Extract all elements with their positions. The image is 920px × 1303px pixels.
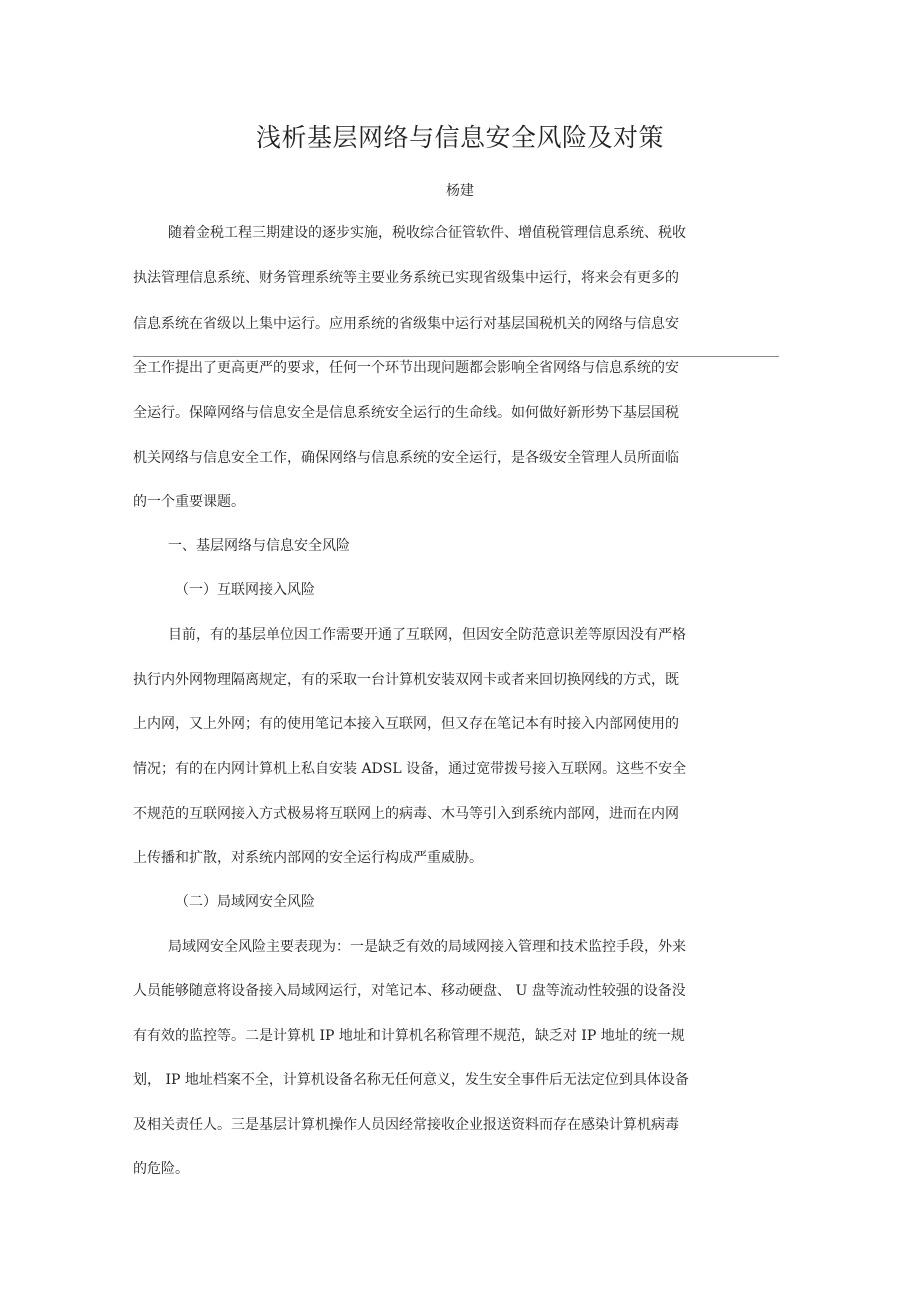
paragraph-line: 全工作提出了更高更严的要求，任何一个环节出现问题都会影响全省网络与信息系统的安 — [133, 360, 679, 376]
paragraph-line: 上内网，又上外网；有的使用笔记本接入互联网，但又存在笔记本有时接入内部网使用的 — [133, 716, 679, 732]
paragraph-line: 信息系统在省级以上集中运行。应用系统的省级集中运行对基层国税机关的网络与信息安 — [133, 316, 679, 332]
paragraph-line: 目前，有的基层单位因工作需要开通了互联网，但因安全防范意识差等原因没有严格 — [168, 627, 686, 643]
paragraph-line: 有有效的监控等。二是计算机 IP 地址和计算机名称管理不规范，缺乏对 IP 地址的统一规 — [133, 1028, 685, 1044]
document-title: 浅析基层网络与信息安全风险及对策 — [255, 123, 664, 152]
paragraph-line: 局域网安全风险主要表现为：一是缺乏有效的局域网接入管理和技术监控手段，外来 — [168, 939, 686, 955]
paragraph-line: 情况；有的在内网计算机上私自安装 ADSL 设备，通过宽带拨号接入互联网。这些不安全 — [133, 761, 687, 777]
paragraph-line: 的一个重要课题。 — [133, 494, 245, 510]
subsection-heading: （二）局域网安全风险 — [175, 894, 315, 910]
subsection-heading: （一）互联网接入风险 — [175, 582, 315, 598]
paragraph-line: 上传播和扩散，对系统内部网的安全运行构成严重威胁。 — [133, 850, 483, 866]
paragraph-line: 及相关责任人。三是基层计算机操作人员因经常接收企业报送资料而存在感染计算机病毒 — [133, 1117, 679, 1133]
horizontal-rule — [133, 356, 779, 357]
paragraph-line: 随着金税工程三期建设的逐步实施，税收综合征管软件、增值税管理信息系统、税收 — [168, 225, 686, 241]
paragraph-line: 机关网络与信息安全工作，确保网络与信息系统的安全运行，是各级安全管理人员所面临 — [133, 450, 679, 466]
paragraph-line: 执法管理信息系统、财务管理系统等主要业务系统已实现省级集中运行，将来会有更多的 — [133, 270, 679, 286]
paragraph-line: 的危险。 — [133, 1161, 189, 1177]
paragraph-line: 人员能够随意将设备接入局域网运行，对笔记本、移动硬盘、 U 盘等流动性较强的设备没 — [133, 983, 686, 999]
author-name: 杨建 — [446, 183, 474, 199]
paragraph-line: 不规范的互联网接入方式极易将互联网上的病毒、木马等引入到系统内部网，进而在内网 — [133, 806, 679, 822]
paragraph-line: 全运行。保障网络与信息安全是信息系统安全运行的生命线。如何做好新形势下基层国税 — [133, 405, 679, 421]
paragraph-line: 执行内外网物理隔离规定，有的采取一台计算机安装双网卡或者来回切换网线的方式，既 — [133, 672, 679, 688]
section-heading: 一、基层网络与信息安全风险 — [168, 538, 350, 554]
paragraph-line: 划， IP 地址档案不全，计算机设备名称无任何意义，发生安全事件后无法定位到具体设备 — [133, 1072, 689, 1088]
